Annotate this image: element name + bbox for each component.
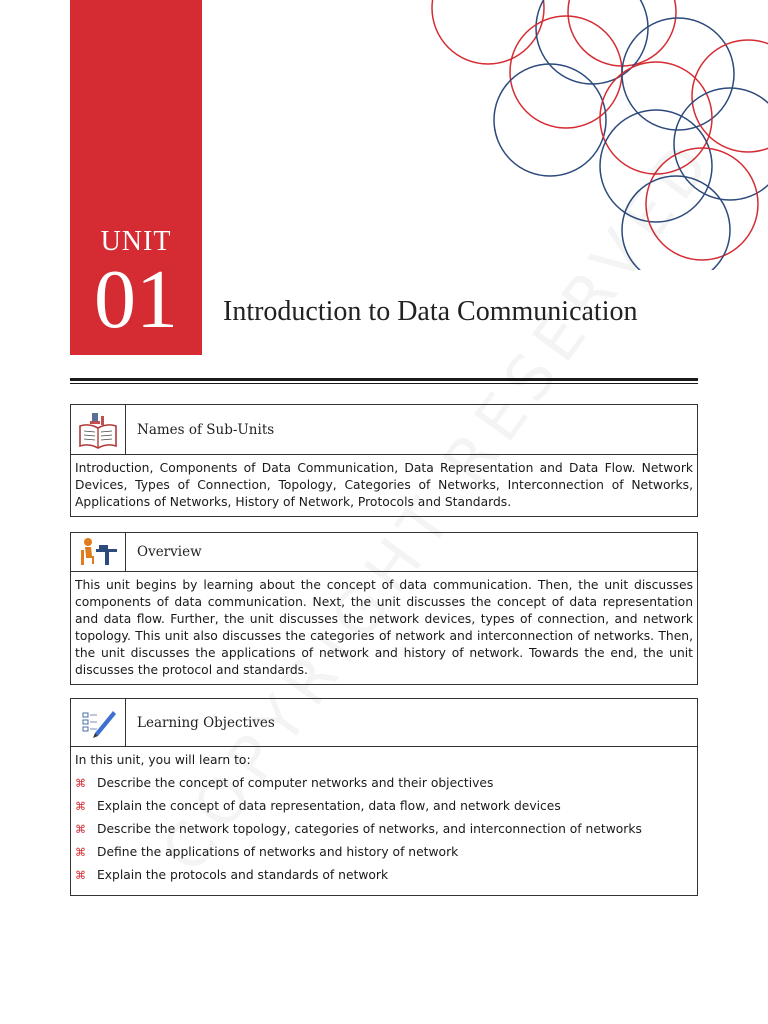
section-title: Overview <box>137 544 202 560</box>
page-title: Introduction to Data Communication <box>223 296 638 327</box>
unit-number: 01 <box>94 253 178 346</box>
objectives-intro: In this unit, you will learn to: <box>75 753 251 767</box>
section-header <box>71 405 697 455</box>
title-divider <box>70 378 698 381</box>
section-body: Introduction, Components of Data Communication, Data Representation and Data Flow. Network Devices, Types of Connection, Topology, Categories of Networks, Interconnection of Networks, Applications of Networks, History of Network, Protocols and Standards. <box>75 461 693 509</box>
list-item <box>75 775 693 798</box>
decorative-circle <box>568 0 676 66</box>
section-header <box>71 533 697 572</box>
section-header <box>71 699 697 747</box>
list-item <box>75 821 693 844</box>
section-title: Names of Sub-Units <box>137 421 275 438</box>
title-divider-thin <box>70 383 698 384</box>
section-body <box>71 747 697 895</box>
book-icon <box>71 405 126 454</box>
objective-text: Explain the concept of data representation, data flow, and network devices <box>97 799 561 813</box>
bullet-icon: ⌘ <box>75 777 86 790</box>
objective-text: Describe the concept of computer networks and their objectives <box>97 776 494 790</box>
list-item <box>75 844 693 867</box>
decorative-circles <box>400 0 768 270</box>
bullet-icon: ⌘ <box>75 823 86 836</box>
objectives-list <box>75 775 693 890</box>
decorative-circle <box>600 110 712 222</box>
person-at-desk-icon <box>71 533 126 571</box>
decorative-circle <box>646 148 758 260</box>
decorative-circle <box>622 176 730 270</box>
bullet-icon: ⌘ <box>75 800 86 813</box>
section-body: This unit begins by learning about the concept of data communication. Then, the unit discusses components of data communication. Next, the unit discusses the concept of data representation and data flow. Further, the unit discusses the network devices, types of connection, and network topology. This unit also discusses the categories of network and interconnection of networks. Then, the unit discusses the applications of network and history of network. Towards the end, the unit discusses the protocol and standards. <box>75 578 693 677</box>
decorative-circle <box>600 62 712 174</box>
objective-text: Define the applications of networks and history of network <box>97 845 459 859</box>
unit-banner <box>70 0 202 355</box>
decorative-circle <box>494 64 606 176</box>
learning-objectives-section <box>70 698 698 896</box>
objective-text: Explain the protocols and standards of network <box>97 868 389 882</box>
objective-text: Describe the network topology, categories of networks, and interconnection of networks <box>97 822 642 836</box>
list-item <box>75 867 693 890</box>
checklist-pencil-icon <box>71 699 126 746</box>
bullet-icon: ⌘ <box>75 869 86 882</box>
list-item <box>75 798 693 821</box>
unit-label: UNIT <box>100 226 172 257</box>
bullet-icon: ⌘ <box>75 846 86 859</box>
sub-units-section <box>70 404 698 517</box>
section-title: Learning Objectives <box>137 714 275 731</box>
overview-section <box>70 532 698 685</box>
